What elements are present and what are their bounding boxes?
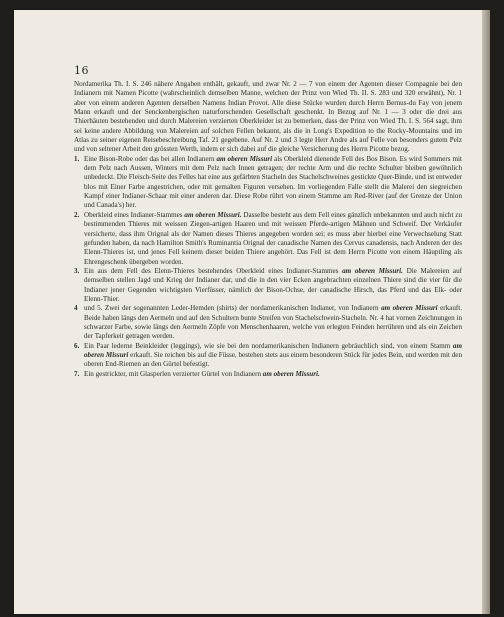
item-text: Ein Paar lederne Beinkleider (leggings), wie sie bei den nordamerikanischen Indianern gebräuchlich sind, von einem Stamm (84, 341, 453, 350)
item-text: als Oberkleid dienende Fell des Bos Bison. Es wird Sommers mit dem Pelz nach Aussen, Winters mit dem Pelz nach Innen getragen; der rechte Arm und die rechte Schulter bleiben gewöhnlich unbedeckt. Die Fleisch-Seite des Felles hat eine aus gefärbten Stacheln des Stachelschweines gestickte Quer-Binde, und ist entweder blos mit Einer Farbe angestrichen, oder mit gemalten Figuren versehen. Im vorliegenden Falle stellt die Malerei den siegreichen Kampf einer Indianer-Schaar mit einer anderen dar. Diese Robe rührt von einem Stamme am Red-River (auf der Grenze der Union und Canada's) her. (84, 154, 462, 210)
item-text: Ein aus dem Fell des Elenn-Thieres bestehendes Oberkleid eines Indianer-Stammes (84, 266, 343, 275)
list-item (74, 304, 462, 341)
page-number: 16 (74, 64, 89, 77)
emphasized-text: am oberen Missuri (381, 304, 438, 313)
item-number: 7. (74, 369, 80, 378)
item-text: Die Malereien auf demselben stellen Jagd und Krieg der Indianer dar, und die in den vier Ecken angebrachten einzelnen Thiere sind die vier für die Indianer jener Gegenden wichtigsten Vierfüsser, nämlich der Bison-Ochse, der canadische Hirsch, das Pferd und das Elk- oder Elenn-Thier. (84, 266, 462, 303)
emphasized-text: am oberen Missuri (216, 154, 273, 163)
emphasized-text: am oberen Missuri (84, 341, 462, 359)
body-text (74, 80, 462, 379)
item-number: 3. (74, 266, 80, 275)
item-number: 1. (74, 154, 80, 163)
list-item (74, 211, 462, 267)
list-item (74, 370, 462, 379)
emphasized-text: am oberen Missuri. (342, 266, 403, 275)
item-list (74, 155, 462, 379)
list-item (74, 342, 462, 370)
item-text: Ein gestrickter, mit Glasperlen verzierter Gürtel von Indianern (84, 369, 263, 378)
page-edge (482, 10, 490, 614)
item-number: 2. (74, 210, 80, 219)
item-text: Dasselbe besteht aus dem Fell eines gänzlich unbekannten und auch nicht zu bestimmenden Thieres mit weissen Ziegen-artigen Haaren und mit weissen Pferde-artigen Mähnen und Schweif. Der Verkäufer versicherte, dass ihm Orignal als der Namen dieses Thieres angegeben worden sei; es muss aber hierbei eine Verwechselung Statt gefunden haben, da nach Hamilton Smith's Ruminantia Orignal der canadische Namen des Cervus canadensis, nach Anderen der des Elenn-Thieres ist, und jenes Fell keinem dieser beiden Thiere angehört. Das Fell ist dem Herrn Picotte von einem Häuptling als Ehrengeschenk übergeben worden. (84, 210, 463, 266)
emphasized-text: am oberen Missuri. (262, 369, 320, 378)
item-number: 4 (74, 304, 78, 313)
item-text: und 5. Zwei der sogenannten Leder-Hemden (shirts) der nordamerikanischen Indianer, von Indianern (84, 304, 382, 313)
list-item (74, 267, 462, 304)
item-text: Oberkleid eines Indianer-Stammes (84, 210, 185, 219)
item-text: erkauft. Beide haben längs den Aermeln und auf den Schultern bunte Streifen von Stachelschwein-Stacheln. Nr. 4 hat vornen Zeichnungen in schwarzer Farbe, sowie längs den Aermeln Zöpfe von Menschenhaaren, welche von erlegten Feinden herrühren und als ein Zeichen der Tapferkeit getragen werden. (84, 304, 462, 341)
intro-paragraph: Nordamerika Th. I. S. 246 nähere Angaben enthält, gekauft, und zwar Nr. 2 — 7 von einem der Agenten dieser Compagnie bei den Indianern mit Namen Picotte (wahrscheinlich demselben Manne, welchen der Prinz von Wied Th. II. S. 283 und 320 erwähnt), Nr. 1 aber von einem anderen Agenten derselben Namens Indian Provot. Alle diese Stücke wurden durch Herrn Bernus-du Fay von jenem Mann erkauft und der Senckenbergischen naturforschenden Gesellschaft geschenkt. In Bezug auf Nr. 1 — 3 oder die drei aus Thierhäuten bestehenden und durch Malereien verzierten Oberkleider ist zu bemerken, dass der Prinz von Wied Th. I. S. 564 sagt, ihm sei keine andere Abbildung von Malereien auf solchen Fellen bekannt, als die in Long's Expedition to the Rocky-Mountains und im Atlas zu seiner eigenen Reisebeschreibung Taf. 21 gegebene. Auf Nr. 2 und 3 legte Herr Andre als auf Felle von besonders gutem Pelz und von seltener Arbeit den grössten Werth, indem er sich dabei auf die gleiche Versicherung des Herrn Picotte bezog. (74, 80, 462, 154)
item-number: 6. (74, 341, 80, 350)
list-item (74, 155, 462, 211)
item-text: Eine Bison-Robe oder das bei allen Indianern (84, 154, 217, 163)
item-text: erkauft. Sie reichen bis auf die Füsse, bestehen stets aus einem besonderen Stück für jedes Bein, und werden mit den oberen End-Riemen an den Gürtel befestigt. (84, 350, 462, 369)
emphasized-text: am oberen Missuri. (184, 210, 242, 219)
